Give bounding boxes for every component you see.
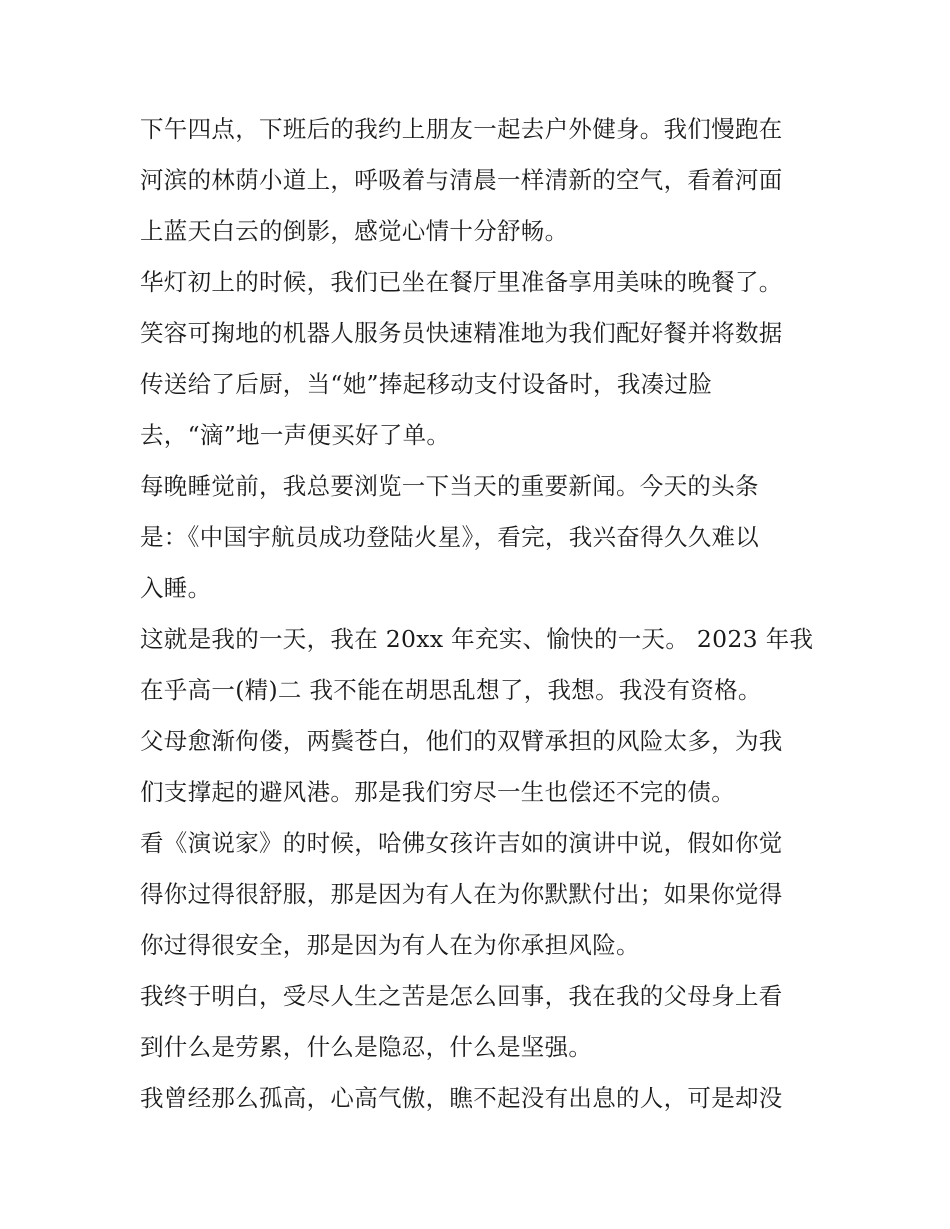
text-line: 下午四点，下班后的我约上朋友一起去户外健身。我们慢跑在 (140, 115, 783, 143)
text-line: 华灯初上的时候，我们已坐在餐厅里准备享用美味的晚餐了。 (140, 268, 783, 296)
text-line: 河滨的林荫小道上，呼吸着与清晨一样清新的空气，看着河面 (140, 166, 783, 194)
text-line: 到什么是劳累，什么是隐忍，什么是坚强。 (140, 1033, 593, 1061)
text-line: 们支撑起的避风港。那是我们穷尽一生也偿还不完的债。 (140, 778, 735, 806)
text-line: 传送给了后厨，当“她”捧起移动支付设备时，我凑过脸 (140, 370, 713, 398)
text-line: 去，“滴”地一声便买好了单。 (140, 421, 451, 449)
text-line: 笑容可掬地的机器人服务员快速精准地为我们配好餐并将数据 (140, 319, 783, 347)
text-line: 是：《中国宇航员成功登陆火星》，看完，我兴奋得久久难以 (140, 523, 760, 551)
text-line: 这就是我的一天，我在 20xx 年充实、愉快的一天。 2023 年我 (140, 625, 814, 653)
text-line: 你过得很安全，那是因为有人在为你承担风险。 (140, 931, 640, 959)
text-line: 我曾经那么孤高，心高气傲，瞧不起没有出息的人，可是却没 (140, 1084, 783, 1112)
text-line: 父母愈渐佝偻，两鬓苍白，他们的双臂承担的风险太多，为我 (140, 727, 783, 755)
text-line: 我终于明白，受尽人生之苦是怎么回事，我在我的父母身上看 (140, 982, 783, 1010)
document-body (140, 104, 820, 1124)
text-line: 每晚睡觉前，我总要浏览一下当天的重要新闻。今天的头条 (140, 472, 759, 500)
text-line: 上蓝天白云的倒影，感觉心情十分舒畅。 (140, 217, 569, 245)
text-line: 入睡。 (140, 574, 212, 602)
text-line: 在乎高一(精)二 我不能在胡思乱想了，我想。我没有资格。 (140, 676, 762, 704)
text-line: 得你过得很舒服，那是因为有人在为你默默付出；如果你觉得 (140, 880, 783, 908)
text-line: 看《演说家》的时候，哈佛女孩许吉如的演讲中说，假如你觉 (140, 829, 783, 857)
